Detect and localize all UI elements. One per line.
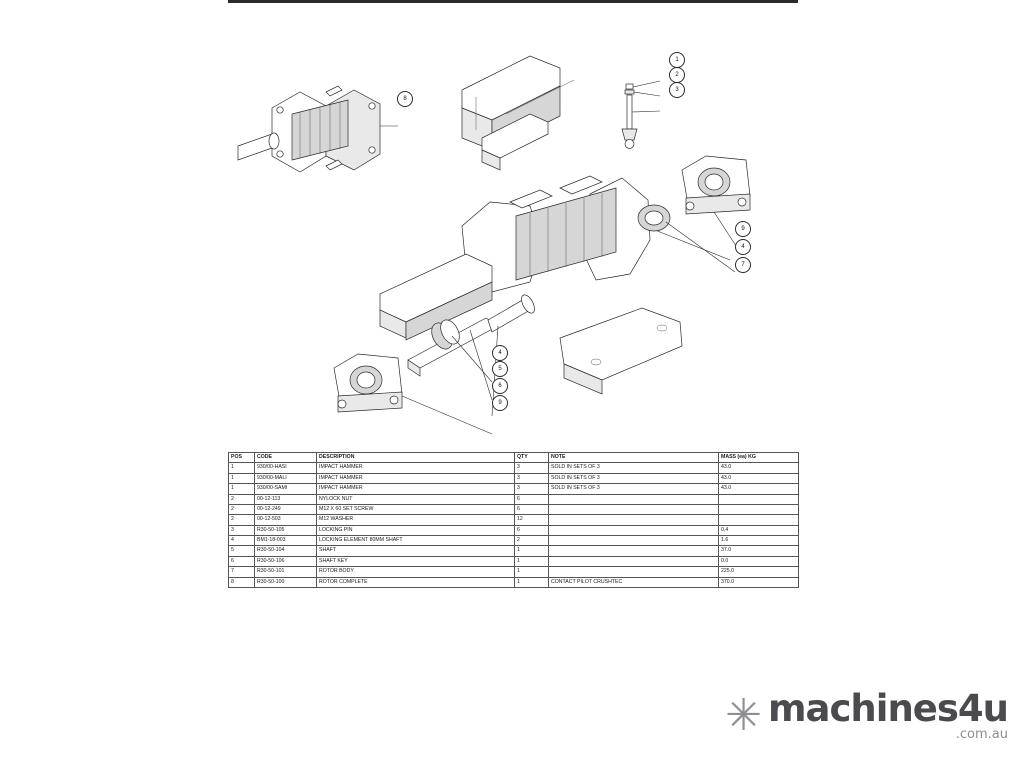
table-row [229,536,799,546]
cell-description: SHAFT KEY [317,556,515,566]
table-row [229,494,799,504]
cell-note [549,494,719,504]
parts-list-table [228,452,798,588]
column-header-pos: POS [229,453,255,463]
table-row [229,577,799,587]
cell-pos: 2 [229,494,255,504]
logo-domain: .com.au [955,727,1008,742]
callout-balloon-label: 3 [675,87,679,93]
callout-balloon-label: 2 [675,72,679,78]
callout-balloon-label: 6 [498,383,502,389]
table-row [229,463,799,473]
column-header-note: NOTE [549,453,719,463]
cell-note: SOLD IN SETS OF 3 [549,473,719,483]
callout-balloon-label: 5 [498,366,502,372]
cell-code: 00-12-113 [255,494,317,504]
callout-balloon-label: 7 [741,262,745,268]
cell-mass: 0.0 [719,556,799,566]
cell-description: ROTOR BODY [317,567,515,577]
cell-mass [719,515,799,525]
cell-pos: 8 [229,577,255,587]
table-row [229,546,799,556]
cell-mass: 37.0 [719,546,799,556]
cell-pos: 6 [229,556,255,566]
table-row [229,484,799,494]
cell-pos: 1 [229,463,255,473]
impact-hammer-view [462,56,660,170]
table-row [229,556,799,566]
cell-code: R30-50-101 [255,567,317,577]
cell-mass [719,494,799,504]
cell-mass: 43.0 [719,463,799,473]
cell-qty: 1 [515,567,549,577]
cell-note: CONTACT PILOT CRUSHTEC [549,577,719,587]
cell-qty: 3 [515,463,549,473]
cell-qty: 12 [515,515,549,525]
cell-description: SHAFT [317,546,515,556]
rotor-complete-small-view [238,86,398,172]
table-row [229,567,799,577]
cell-qty: 1 [515,546,549,556]
callout-balloon [492,395,508,411]
callout-balloon [735,221,751,237]
cell-pos: 1 [229,484,255,494]
exploded-assembly-drawing [230,30,810,440]
cell-code: 00-12-249 [255,504,317,514]
cell-note: SOLD IN SETS OF 3 [549,484,719,494]
cell-description: LOCKING PIN [317,525,515,535]
cell-qty: 1 [515,577,549,587]
table-header-row [229,453,799,463]
locking-element-ring-right [638,205,735,272]
cell-mass: 0.4 [719,525,799,535]
cell-pos: 5 [229,546,255,556]
header-rule [228,0,798,3]
table-row [229,473,799,483]
cell-code: 930/00-HASI [255,463,317,473]
cell-mass [719,504,799,514]
callout-balloon [669,67,685,83]
asterisk-icon: ✳ [725,690,762,741]
cell-note [549,556,719,566]
cell-code: 930/00-SAMI [255,484,317,494]
cell-description: M12 X 60 SET SCREW [317,504,515,514]
cell-code: R30-50-106 [255,556,317,566]
cell-description: ROTOR COMPLETE [317,577,515,587]
table-row [229,504,799,514]
column-header-qty: QTY [515,453,549,463]
callout-balloon [397,91,413,107]
table-row [229,525,799,535]
cell-pos: 7 [229,567,255,577]
callout-balloon [492,378,508,394]
cell-qty: 6 [515,494,549,504]
cell-qty: 2 [515,536,549,546]
cell-mass: 225.0 [719,567,799,577]
cell-note [549,567,719,577]
callout-balloon [669,52,685,68]
callout-balloon [669,82,685,98]
callout-balloon-label: 1 [675,57,679,63]
cell-description: LOCKING ELEMENT 80MM SHAFT [317,536,515,546]
callout-balloon-label: 8 [403,96,407,102]
callout-balloon-label: 4 [498,350,502,356]
cell-code: R30-50-104 [255,546,317,556]
cell-description: IMPACT HAMMER [317,473,515,483]
callout-balloon [735,239,751,255]
cell-qty: 3 [515,473,549,483]
cell-mass: 370.0 [719,577,799,587]
column-header-code: CODE [255,453,317,463]
cell-qty: 6 [515,504,549,514]
cell-pos: 3 [229,525,255,535]
pillow-block-bearing-right [682,156,750,252]
callout-balloon [492,345,508,361]
cell-qty: 1 [515,556,549,566]
cell-pos: 2 [229,515,255,525]
cell-pos: 2 [229,504,255,514]
logo-wordmark [767,687,1008,742]
cell-mass: 43.0 [719,473,799,483]
callout-balloon-label: 9 [741,226,745,232]
cell-code: 00-12-503 [255,515,317,525]
cell-note [549,525,719,535]
callout-balloon-label: 9 [498,400,502,406]
cell-description: NYLOCK NUT [317,494,515,504]
cell-note: SOLD IN SETS OF 3 [549,463,719,473]
cell-code: R30-50-100 [255,577,317,587]
cell-description: IMPACT HAMMER [317,484,515,494]
cell-qty: 6 [515,525,549,535]
logo-name: machines4u [767,687,1008,730]
column-header-description: DESCRIPTION [317,453,515,463]
table-row [229,515,799,525]
callout-balloon [735,257,751,273]
machines4u-logo [725,687,1008,742]
callout-balloon [492,361,508,377]
cell-description: M12 WASHER [317,515,515,525]
cell-mass: 43.0 [719,484,799,494]
cell-note [549,515,719,525]
cell-code: R30-50-105 [255,525,317,535]
cell-description: IMPACT HAMMER [317,463,515,473]
column-header-mass: MASS (ea) KG [719,453,799,463]
cell-pos: 1 [229,473,255,483]
cell-code: BM1-18-003 [255,536,317,546]
cell-code: 930/00-MALI [255,473,317,483]
callout-balloon-label: 4 [741,244,745,250]
cell-qty: 3 [515,484,549,494]
cell-note [549,536,719,546]
cell-pos: 4 [229,536,255,546]
cover-plate-view [560,308,682,394]
cell-note [549,504,719,514]
cell-mass: 1.6 [719,536,799,546]
cell-note [549,546,719,556]
